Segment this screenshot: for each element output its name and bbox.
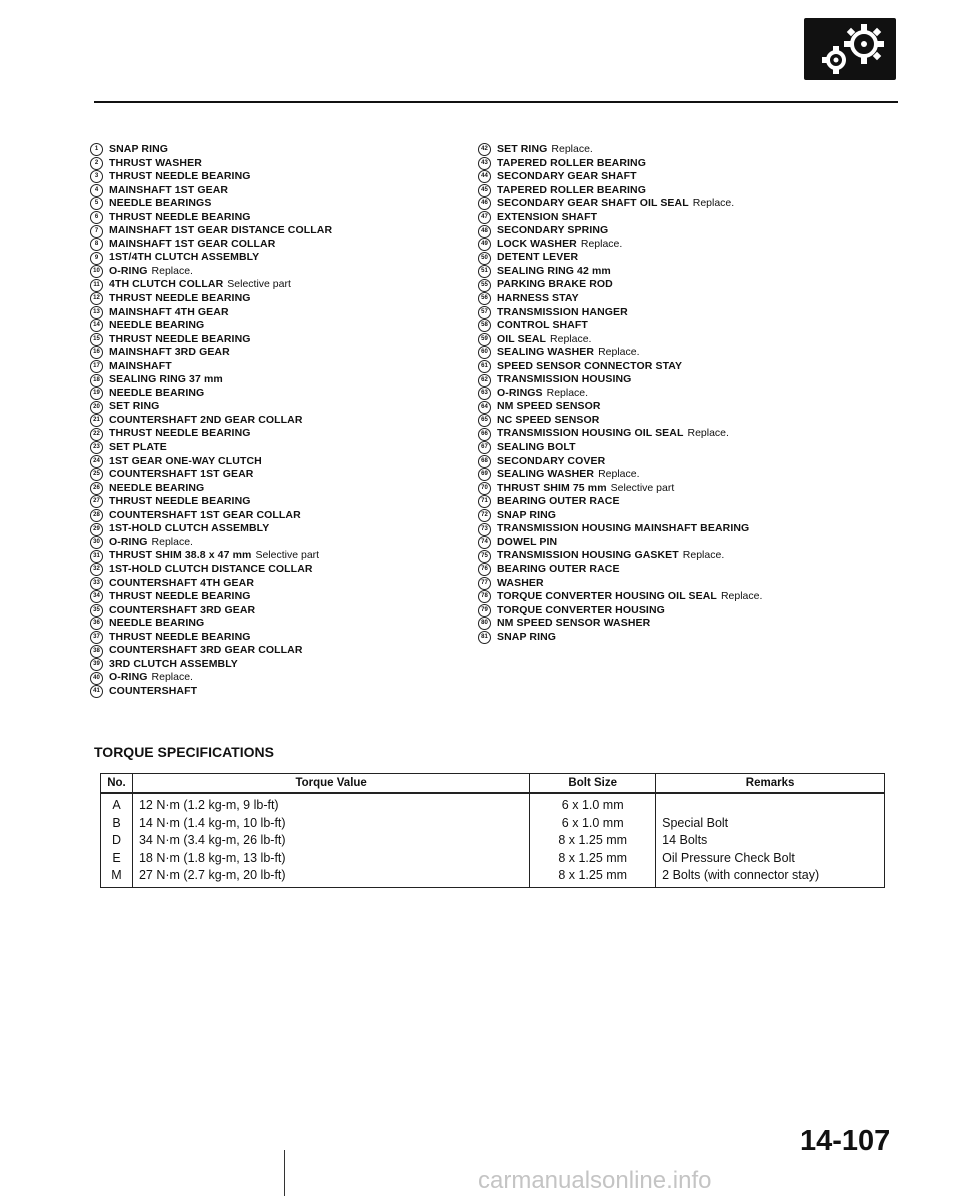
part-list-item [478,265,888,279]
part-name: COUNTERSHAFT 3RD GEAR COLLAR [109,644,303,657]
col-header-no: No. [101,774,133,794]
part-name: TRANSMISSION HOUSING OIL SEAL [497,427,684,440]
part-note: Replace. [682,549,725,562]
part-list-item [90,495,460,509]
part-name: SPEED SENSOR CONNECTOR STAY [497,359,683,372]
part-name: 1ST-HOLD CLUTCH DISTANCE COLLAR [109,562,313,575]
part-number-badge: 65 [478,414,491,427]
part-name: SEALING BOLT [497,441,576,454]
part-list-item [478,495,888,509]
part-name: SECONDARY SPRING [497,224,609,237]
part-number-badge: 17 [90,360,103,373]
part-name: COUNTERSHAFT [109,684,198,697]
part-name: 1ST/4TH CLUTCH ASSEMBLY [109,251,260,264]
part-list-item [90,455,460,469]
part-number-badge: 45 [478,184,491,197]
part-name: MAINSHAFT 1ST GEAR DISTANCE COLLAR [109,224,333,237]
part-number-badge: 4 [90,184,103,197]
part-number-badge: 70 [478,482,491,495]
part-number-badge: 28 [90,509,103,522]
part-name: LOCK WASHER [497,237,577,250]
part-number-badge: 60 [478,346,491,359]
part-list-item [478,197,888,211]
part-list-item [90,346,460,360]
part-note: Replace. [687,427,729,440]
part-list-item [90,414,460,428]
part-list-item [478,333,888,347]
part-number-badge: 80 [478,617,491,630]
part-name: O-RING [109,671,148,684]
part-name: CONTROL SHAFT [497,319,588,332]
table-row [101,793,885,887]
part-list-item [90,387,460,401]
part-name: TORQUE CONVERTER HOUSING [497,603,665,616]
no-value: M [111,868,122,883]
part-note: Selective part [255,549,320,562]
part-name: COUNTERSHAFT 3RD GEAR [109,603,256,616]
part-list-item [90,427,460,441]
part-number-badge: 71 [478,495,491,508]
part-number-badge: 34 [90,590,103,603]
part-list-item [478,604,888,618]
part-name: COUNTERSHAFT 4TH GEAR [109,576,255,589]
bolt-size-value: 8 x 1.25 mm [558,850,628,865]
part-number-badge: 56 [478,292,491,305]
part-list-item [90,536,460,550]
part-list-item [90,184,460,198]
part-number-badge: 11 [90,279,103,292]
part-number-badge: 35 [90,604,103,617]
part-list-item [90,577,460,591]
part-name: COUNTERSHAFT 2ND GEAR COLLAR [109,413,303,426]
torque-value: 27 N·m (2.7 kg-m, 20 lb-ft) [138,868,286,883]
part-list-item [90,468,460,482]
part-list-item [478,278,888,292]
part-number-badge: 16 [90,346,103,359]
col-header-bolt-size: Bolt Size [530,774,656,794]
part-name: NM SPEED SENSOR [497,400,601,413]
part-name: HARNESS STAY [497,292,579,305]
part-note: Replace. [151,264,193,277]
part-number-badge: 64 [478,401,491,414]
remarks-value: Oil Pressure Check Bolt [662,850,795,865]
part-list-item [478,522,888,536]
col-header-remarks: Remarks [656,774,885,794]
col-header-torque-value: Torque Value [132,774,529,794]
part-name: THRUST NEEDLE BEARING [109,292,251,305]
part-number-badge: 33 [90,577,103,590]
part-name: THRUST NEEDLE BEARING [109,332,251,345]
part-list-item [478,468,888,482]
part-name: TRANSMISSION HANGER [497,305,628,318]
part-name: 1ST-HOLD CLUTCH ASSEMBLY [109,522,270,535]
part-number-badge: 50 [478,252,491,265]
part-name: SNAP RING [109,143,169,155]
part-number-badge: 26 [90,482,103,495]
part-number-badge: 36 [90,617,103,630]
part-number-badge: 62 [478,374,491,387]
part-list-item [90,549,460,563]
part-list-item [90,658,460,672]
remarks-value [662,797,878,815]
part-number-badge: 12 [90,292,103,305]
part-name: TRANSMISSION HOUSING [497,373,632,386]
part-name: NEEDLE BEARINGS [109,197,212,210]
part-number-badge: 9 [90,252,103,265]
part-name: SEALING RING 37 mm [109,373,223,386]
part-number-badge: 75 [478,550,491,563]
part-list-item [90,360,460,374]
remarks-value: 14 Bolts [662,833,708,848]
part-list-item [478,251,888,265]
no-value: B [112,815,121,830]
part-name: NEEDLE BEARING [109,319,205,332]
part-list-item [90,441,460,455]
part-number-badge: 58 [478,319,491,332]
part-number-badge: 25 [90,468,103,481]
part-number-badge: 13 [90,306,103,319]
part-list-item [478,590,888,604]
part-name: SNAP RING [497,508,557,521]
part-name: SEALING WASHER [497,346,595,359]
part-list-item [90,251,460,265]
parts-list-right [478,143,888,644]
part-list-item [478,441,888,455]
part-list-item [478,211,888,225]
part-list-item [478,455,888,469]
bolt-size-cell [530,793,656,887]
part-list-item [90,400,460,414]
torque-value: 18 N·m (1.8 kg-m, 13 lb-ft) [138,850,286,865]
part-list-item [90,482,460,496]
part-name: 1ST GEAR ONE-WAY CLUTCH [109,454,262,467]
part-list-item [478,414,888,428]
part-name: THRUST NEEDLE BEARING [109,170,251,183]
part-number-badge: 69 [478,468,491,481]
part-number-badge: 61 [478,360,491,373]
part-note: Replace. [692,197,735,210]
part-name: THRUST NEEDLE BEARING [109,630,251,643]
table-header-row [101,774,885,794]
part-list-item [90,631,460,645]
part-note: Replace. [151,535,193,548]
part-number-badge: 14 [90,319,103,332]
part-name: EXTENSION SHAFT [497,210,598,223]
part-note: Selective part [227,278,291,291]
part-list-item [90,278,460,292]
part-number-badge: 55 [478,279,491,292]
part-name: THRUST NEEDLE BEARING [109,590,251,603]
torque-value-cell [132,793,529,887]
part-name: TRANSMISSION HOUSING MAINSHAFT BEARING [497,522,750,535]
torque-value: 34 N·m (3.4 kg-m, 26 lb-ft) [138,833,286,848]
part-name: SET RING [109,400,160,413]
bolt-size-value: 6 x 1.0 mm [561,815,624,830]
part-name: SET RING [497,143,548,155]
part-number-badge: 46 [478,197,491,210]
no-value: D [111,833,121,848]
part-name: MAINSHAFT 4TH GEAR [109,305,229,318]
part-number-badge: 66 [478,428,491,441]
part-number-badge: 44 [478,170,491,183]
part-name: O-RING [109,264,148,277]
part-list-item [90,238,460,252]
part-list-item [90,373,460,387]
part-list-item [90,563,460,577]
part-name: MAINSHAFT 1ST GEAR COLLAR [109,237,276,250]
part-name: SEALING WASHER [497,468,595,481]
part-number-badge: 21 [90,414,103,427]
remarks-value: 2 Bolts (with connector stay) [662,868,820,883]
part-name: NC SPEED SENSOR [497,413,600,426]
part-list-item [478,400,888,414]
part-number-badge: 67 [478,441,491,454]
part-name: SECONDARY COVER [497,454,606,467]
part-name: COUNTERSHAFT 1ST GEAR [109,468,254,481]
part-note: Replace. [550,332,592,345]
part-list-item [90,319,460,333]
part-list-item [90,522,460,536]
part-name: BEARING OUTER RACE [497,495,620,508]
part-number-badge: 79 [478,604,491,617]
no-value: A [112,798,121,812]
part-name: THRUST WASHER [109,156,202,169]
part-number-badge: 6 [90,211,103,224]
part-name: PARKING BRAKE ROD [497,278,613,291]
part-list-item [478,427,888,441]
margin-mark [284,1150,285,1196]
part-name: THRUST SHIM 38.8 x 47 mm [109,549,252,562]
remarks-cell [656,793,885,887]
gears-logo-icon [804,18,896,80]
part-name: 4TH CLUTCH COLLAR [109,278,224,291]
part-number-badge: 63 [478,387,491,400]
part-list-item [90,292,460,306]
part-note: Replace. [720,590,763,603]
part-name: TRANSMISSION HOUSING GASKET [497,549,679,562]
part-number-badge: 8 [90,238,103,251]
part-list-item [478,292,888,306]
part-name: THRUST SHIM 75 mm [497,481,607,494]
part-list-item [90,333,460,347]
part-list-item [478,157,888,171]
part-list-item [90,224,460,238]
part-note: Replace. [580,237,623,250]
part-list-item [478,319,888,333]
part-name: NEEDLE BEARING [109,481,205,494]
part-name: BEARING OUTER RACE [497,562,620,575]
bolt-size-value: 6 x 1.0 mm [561,798,624,812]
part-list-item [478,536,888,550]
part-number-badge: 42 [478,143,491,156]
part-number-badge: 77 [478,577,491,590]
bolt-size-value: 8 x 1.25 mm [558,833,628,848]
page-number: 14-107 [800,1125,891,1157]
part-list-item [478,184,888,198]
part-note: Replace. [551,143,593,155]
part-note: Selective part [610,481,675,494]
bolt-size-value: 8 x 1.25 mm [558,868,628,883]
part-number-badge: 49 [478,238,491,251]
part-number-badge: 18 [90,374,103,387]
header-rule [94,101,898,103]
part-name: NM SPEED SENSOR WASHER [497,617,651,630]
part-list-item [478,143,888,157]
part-list-item [90,604,460,618]
parts-list-left [90,143,460,698]
part-number-badge: 30 [90,536,103,549]
part-name: SET PLATE [109,441,167,454]
part-list-item [478,170,888,184]
part-list-item [90,590,460,604]
part-number-badge: 5 [90,197,103,210]
part-number-badge: 19 [90,387,103,400]
part-name: SNAP RING [497,630,557,643]
part-number-badge: 7 [90,225,103,238]
part-name: DETENT LEVER [497,251,579,264]
part-list-item [90,617,460,631]
part-name: 3RD CLUTCH ASSEMBLY [109,657,238,670]
part-number-badge: 10 [90,265,103,278]
part-name: MAINSHAFT 3RD GEAR [109,346,230,359]
watermark: carmanualsonline.info [478,1167,712,1194]
part-name: TAPERED ROLLER BEARING [497,156,647,169]
torque-specifications-title: TORQUE SPECIFICATIONS [94,744,274,760]
part-list-item [478,549,888,563]
part-name: TAPERED ROLLER BEARING [497,183,647,196]
part-number-badge: 37 [90,631,103,644]
part-number-badge: 57 [478,306,491,319]
part-list-item [90,685,460,699]
part-name: NEEDLE BEARING [109,617,205,630]
part-list-item [90,143,460,157]
part-list-item [478,631,888,645]
part-list-item [90,306,460,320]
part-name: SEALING RING 42 mm [497,264,611,277]
part-number-badge: 39 [90,658,103,671]
part-note: Replace. [546,386,589,399]
torque-value: 12 N·m (1.2 kg-m, 9 lb-ft) [138,798,279,812]
part-name: OIL SEAL [497,332,547,345]
part-name: MAINSHAFT [109,359,172,372]
part-number-badge: 1 [90,143,103,156]
part-number-badge: 59 [478,333,491,346]
part-name: THRUST NEEDLE BEARING [109,427,251,440]
part-number-badge: 29 [90,523,103,536]
part-list-item [90,644,460,658]
part-name: THRUST NEEDLE BEARING [109,210,251,223]
part-number-badge: 38 [90,645,103,658]
part-number-badge: 2 [90,157,103,170]
part-list-item [478,306,888,320]
part-number-badge: 27 [90,495,103,508]
part-list-item [478,617,888,631]
part-list-item [90,265,460,279]
part-number-badge: 41 [90,685,103,698]
part-number-badge: 72 [478,509,491,522]
part-list-item [478,346,888,360]
part-number-badge: 31 [90,550,103,563]
part-list-item [90,157,460,171]
part-number-badge: 40 [90,672,103,685]
part-note: Replace. [598,468,640,481]
part-list-item [478,509,888,523]
part-name: O-RING [109,535,148,548]
part-number-badge: 76 [478,563,491,576]
part-number-badge: 74 [478,536,491,549]
part-list-item [478,577,888,591]
part-number-badge: 23 [90,441,103,454]
torque-specifications-table [100,773,885,888]
no-value: E [112,850,121,865]
remarks-value: Special Bolt [662,815,729,830]
part-name: COUNTERSHAFT 1ST GEAR COLLAR [109,508,301,521]
part-list-item [90,671,460,685]
part-name: WASHER [497,576,544,589]
part-name: NEEDLE BEARING [109,386,205,399]
part-number-badge: 78 [478,590,491,603]
part-list-item [478,563,888,577]
part-number-badge: 47 [478,211,491,224]
part-number-badge: 81 [478,631,491,644]
part-name: SECONDARY GEAR SHAFT OIL SEAL [497,197,689,210]
part-number-badge: 22 [90,428,103,441]
part-number-badge: 43 [478,157,491,170]
part-list-item [478,360,888,374]
part-number-badge: 20 [90,401,103,414]
part-list-item [478,482,888,496]
part-number-badge: 51 [478,265,491,278]
part-list-item [478,373,888,387]
part-list-item [478,238,888,252]
part-list-item [90,170,460,184]
part-number-badge: 3 [90,170,103,183]
part-list-item [478,387,888,401]
no-cell [101,793,133,887]
part-name: DOWEL PIN [497,535,558,548]
part-name: O-RINGS [497,386,543,399]
part-number-badge: 68 [478,455,491,468]
part-name: THRUST NEEDLE BEARING [109,495,251,508]
part-note: Replace. [151,671,193,684]
part-number-badge: 48 [478,225,491,238]
part-name: TORQUE CONVERTER HOUSING OIL SEAL [497,590,717,603]
part-list-item [478,224,888,238]
part-name: SECONDARY GEAR SHAFT [497,170,637,183]
part-name: MAINSHAFT 1ST GEAR [109,183,229,196]
part-list-item [90,211,460,225]
part-number-badge: 15 [90,333,103,346]
part-number-badge: 32 [90,563,103,576]
part-list-item [90,509,460,523]
torque-value: 14 N·m (1.4 kg-m, 10 lb-ft) [138,815,286,830]
part-number-badge: 24 [90,455,103,468]
part-list-item [90,197,460,211]
part-number-badge: 73 [478,523,491,536]
part-note: Replace. [598,346,640,359]
